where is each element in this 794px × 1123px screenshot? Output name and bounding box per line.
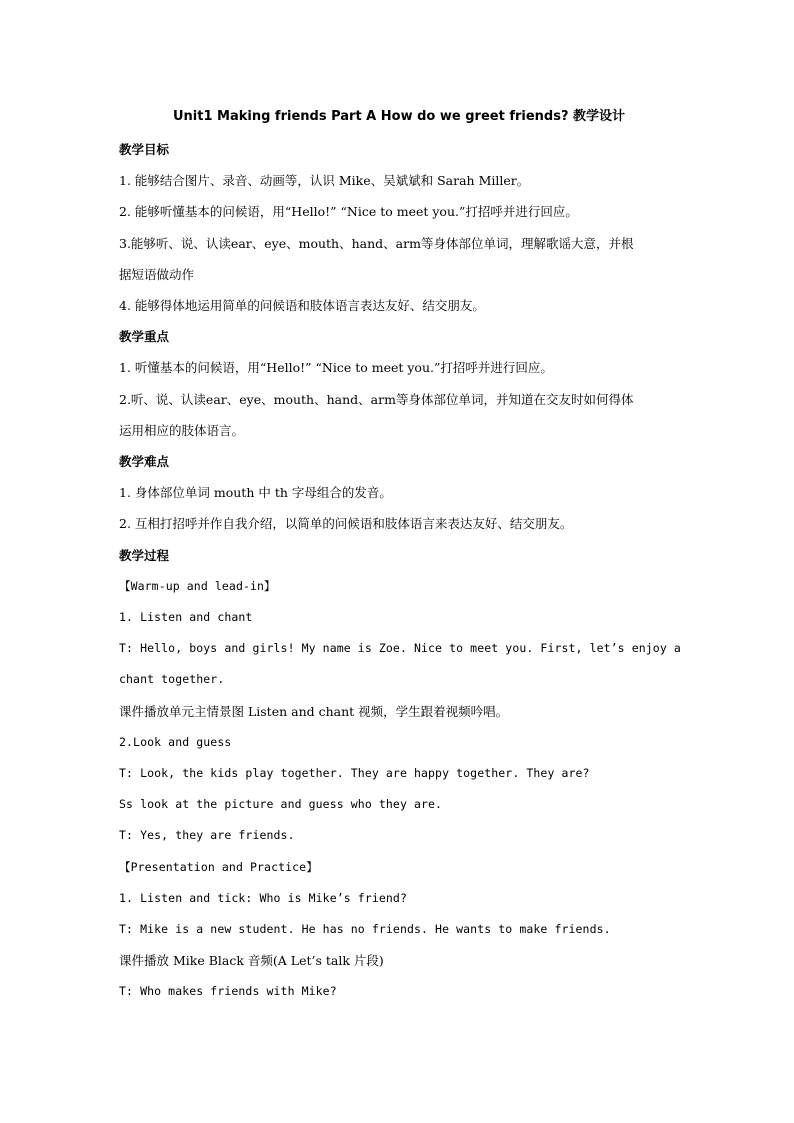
students-line-1: Ss look at the picture and guess who they are. bbox=[119, 797, 443, 812]
objective-3-line-2: 据短语做动作 bbox=[119, 266, 195, 282]
teacher-line-1-cont: chant together. bbox=[119, 672, 225, 687]
section-heading-key-points: 教学重点 bbox=[119, 329, 170, 345]
teacher-line-5: T: Who makes friends with Mike? bbox=[119, 984, 337, 999]
step-presentation-heading: 【Presentation and Practice】 bbox=[119, 859, 318, 874]
teacher-line-1: T: Hello, boys and girls! My name is Zoe. Nice to meet you. First, let’s enjoy a bbox=[119, 641, 681, 656]
document-content bbox=[119, 104, 679, 1008]
key-point-1: 1. 听懂基本的问候语，用“Hello!” “Nice to meet you.”打招呼并进行回应。 bbox=[119, 360, 553, 376]
courseware-note-1: 课件播放单元主情景图 Listen and chant 视频，学生跟着视频吟唱。 bbox=[119, 703, 509, 719]
step-listen-tick: 1. Listen and tick: Who is Mike’s friend? bbox=[119, 890, 407, 905]
teacher-line-3: T: Yes, they are friends. bbox=[119, 828, 295, 843]
objective-3-line-1: 3.能够听、说、认读ear、eye、mouth、hand、arm等身体部位单词，理解歌谣大意，并根 bbox=[119, 235, 634, 251]
step-look-guess: 2.Look and guess bbox=[119, 734, 232, 749]
document-title: Unit1 Making friends Part A How do we greet friends? 教学设计 bbox=[172, 109, 626, 124]
objective-1: 1. 能够结合图片、录音、动画等，认识 Mike、吴斌斌和 Sarah Miller。 bbox=[119, 173, 530, 189]
step-listen-chant: 1. Listen and chant bbox=[119, 610, 253, 625]
step-warm-up-heading: 【Warm-up and lead-in】 bbox=[119, 578, 276, 593]
section-heading-process: 教学过程 bbox=[119, 547, 170, 563]
section-heading-difficulties: 教学难点 bbox=[119, 454, 170, 470]
difficulty-2: 2. 互相打招呼并作自我介绍，以简单的问候语和肢体语言来表达友好、结交朋友。 bbox=[119, 516, 573, 532]
teacher-line-4: T: Mike is a new student. He has no friends. He wants to make friends. bbox=[119, 922, 611, 937]
objective-4: 4. 能够得体地运用简单的问候语和肢体语言表达友好、结交朋友。 bbox=[119, 298, 485, 314]
key-point-2-line-1: 2.听、说、认读ear、eye、mouth、hand、arm等身体部位单词，并知道在交友时如何得体 bbox=[119, 391, 634, 407]
objective-2: 2. 能够听懂基本的问候语，用“Hello!” “Nice to meet you.”打招呼并进行回应。 bbox=[119, 204, 578, 220]
courseware-note-2: 课件播放 Mike Black 音频(A Let’s talk 片段) bbox=[119, 953, 384, 969]
section-heading-objectives: 教学目标 bbox=[119, 142, 170, 157]
difficulty-1: 1. 身体部位单词 mouth 中 th 字母组合的发音。 bbox=[119, 485, 392, 501]
key-point-2-line-2: 运用相应的肢体语言。 bbox=[119, 422, 245, 438]
teacher-line-2: T: Look, the kids play together. They are happy together. They are? bbox=[119, 766, 590, 781]
